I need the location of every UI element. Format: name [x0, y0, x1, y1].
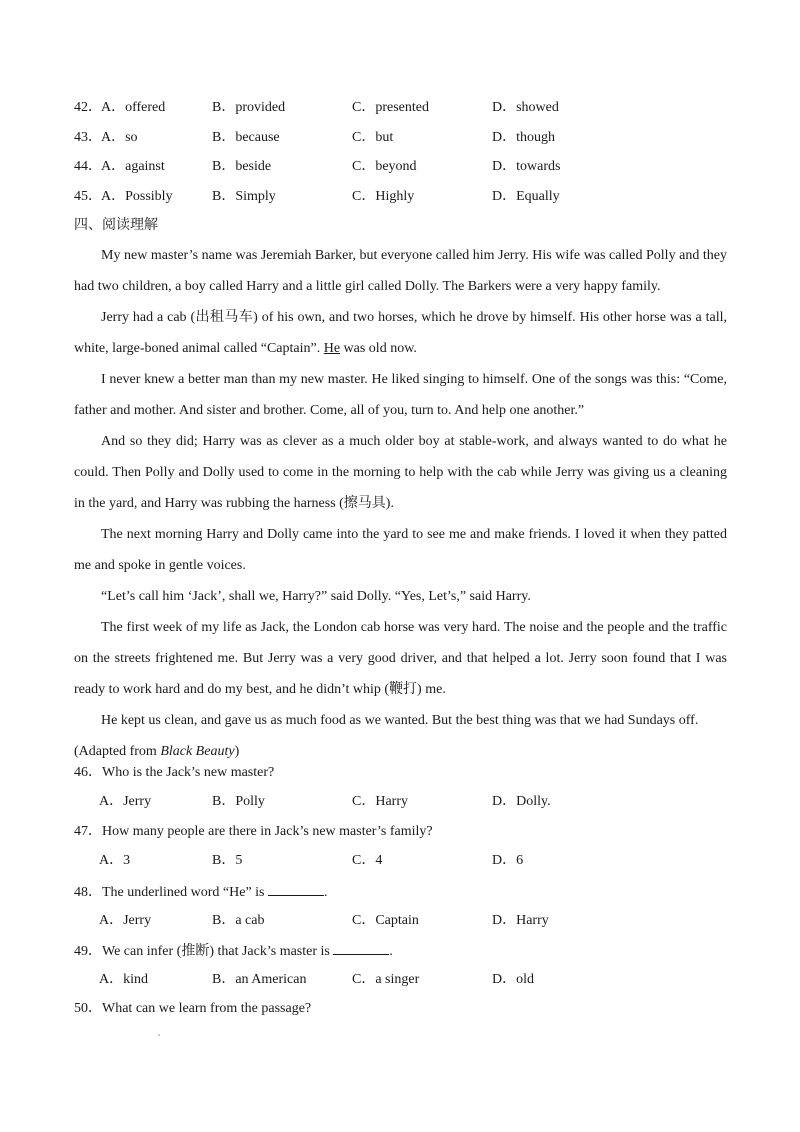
option-a: A．so: [101, 130, 138, 145]
passage-paragraph-6: “Let’s call him ‘Jack’, shall we, Harry?” said Dolly. “Yes, Let’s,” said Harry.: [101, 589, 531, 604]
source-prefix: (Adapted from: [74, 744, 161, 759]
option-a: A．Possibly: [101, 189, 173, 204]
option-c: C．but: [352, 130, 394, 145]
option-c: C．Highly: [352, 189, 415, 204]
underlined-word-he: He: [323, 341, 341, 356]
question-number: 44．: [74, 159, 102, 174]
passage-paragraph-5: The next morning Harry and Dolly came into the yard to see me and make friends. I loved it when they patted me and spoke in gentle voices.: [74, 527, 727, 573]
option-a: A．kind: [99, 972, 148, 987]
passage-text: was old now.: [340, 341, 417, 356]
question-number: 45．: [74, 189, 102, 204]
source-suffix: ): [234, 744, 240, 759]
passage-paragraph-4: And so they did; Harry was as clever as a much older boy at stable-work, and always wanted to do what he could. Then Polly and Dolly used to come in the morning to help with the cab while Jerry was giving us a cleaning in the yard, and Harry was rubbing the harness (擦马具).: [74, 434, 727, 511]
question-46-stem: 46．Who is the Jack’s new master?: [74, 765, 275, 780]
question-number: 43．: [74, 130, 102, 145]
option-b: B．beside: [212, 159, 272, 174]
question-number: 42．: [74, 100, 102, 115]
option-d: D．towards: [492, 159, 561, 174]
option-c: C．beyond: [352, 159, 417, 174]
option-b: B．provided: [212, 100, 286, 115]
option-d: D．Equally: [492, 189, 560, 204]
passage-paragraph-2: [74, 302, 727, 364]
reading-passage: [74, 240, 727, 767]
answer-blank: [268, 881, 324, 896]
option-b: B．an American: [212, 972, 307, 987]
stray-mark: [158, 1034, 160, 1036]
passage-paragraph-3: I never knew a better man than my new master. He liked singing to himself. One of the songs was this: “Come, father and mother. And sister and brother. Come, all of you, turn to. And help one another.”: [74, 372, 727, 418]
source-title: Black Beauty: [160, 744, 235, 759]
option-a: A．Jerry: [99, 913, 152, 928]
option-b: B．a cab: [212, 913, 265, 928]
section-heading: 四、阅读理解: [74, 218, 158, 233]
question-49-stem: [74, 940, 393, 962]
option-d: D．Dolly.: [492, 794, 551, 809]
option-b: B．Polly: [212, 794, 265, 809]
passage-text: Jerry had a cab (出租马车) of his own, and two horses, which he drove by himself. His other horse was a tall, white, large-boned animal called “Captain”.: [74, 310, 727, 356]
question-48-stem: [74, 881, 328, 903]
answer-blank: [333, 940, 389, 955]
option-d: D．showed: [492, 100, 559, 115]
option-c: C．Harry: [352, 794, 408, 809]
passage-paragraph-8: He kept us clean, and gave us as much food as we wanted. But the best thing was that we had Sundays off.: [101, 713, 699, 728]
option-b: B．because: [212, 130, 280, 145]
option-c: C．Captain: [352, 913, 419, 928]
option-a: A．3: [99, 853, 131, 868]
stem-end: .: [324, 885, 328, 900]
option-b: B．Simply: [212, 189, 276, 204]
option-d: D．though: [492, 130, 555, 145]
option-d: D．Harry: [492, 913, 549, 928]
passage-paragraph-7: The first week of my life as Jack, the London cab horse was very hard. The noise and the people and the traffic on the streets frightened me. But Jerry was a very good driver, and that helped a lot. Jerry soon found that I was ready to work hard and do my best, and he didn’t whip (鞭打) me.: [74, 620, 727, 697]
stem-end: .: [389, 944, 393, 959]
option-d: D．6: [492, 853, 524, 868]
option-a: A．against: [101, 159, 165, 174]
stem-text: 48．The underlined word “He” is: [74, 885, 268, 900]
stem-text: 49．We can infer (推断) that Jack’s master is: [74, 944, 334, 959]
option-a: A．Jerry: [99, 794, 152, 809]
question-47-stem: 47．How many people are there in Jack’s new master’s family?: [74, 824, 433, 839]
option-c: C．4: [352, 853, 383, 868]
option-d: D．old: [492, 972, 534, 987]
option-b: B．5: [212, 853, 243, 868]
option-c: C．a singer: [352, 972, 420, 987]
question-50-stem: 50．What can we learn from the passage?: [74, 1001, 312, 1016]
option-a: A．offered: [101, 100, 166, 115]
passage-paragraph-1: My new master’s name was Jeremiah Barker, but everyone called him Jerry. His wife was called Polly and they had two children, a boy called Harry and a little girl called Dolly. The Barkers were a very happy family.: [74, 248, 727, 294]
option-c: C．presented: [352, 100, 429, 115]
